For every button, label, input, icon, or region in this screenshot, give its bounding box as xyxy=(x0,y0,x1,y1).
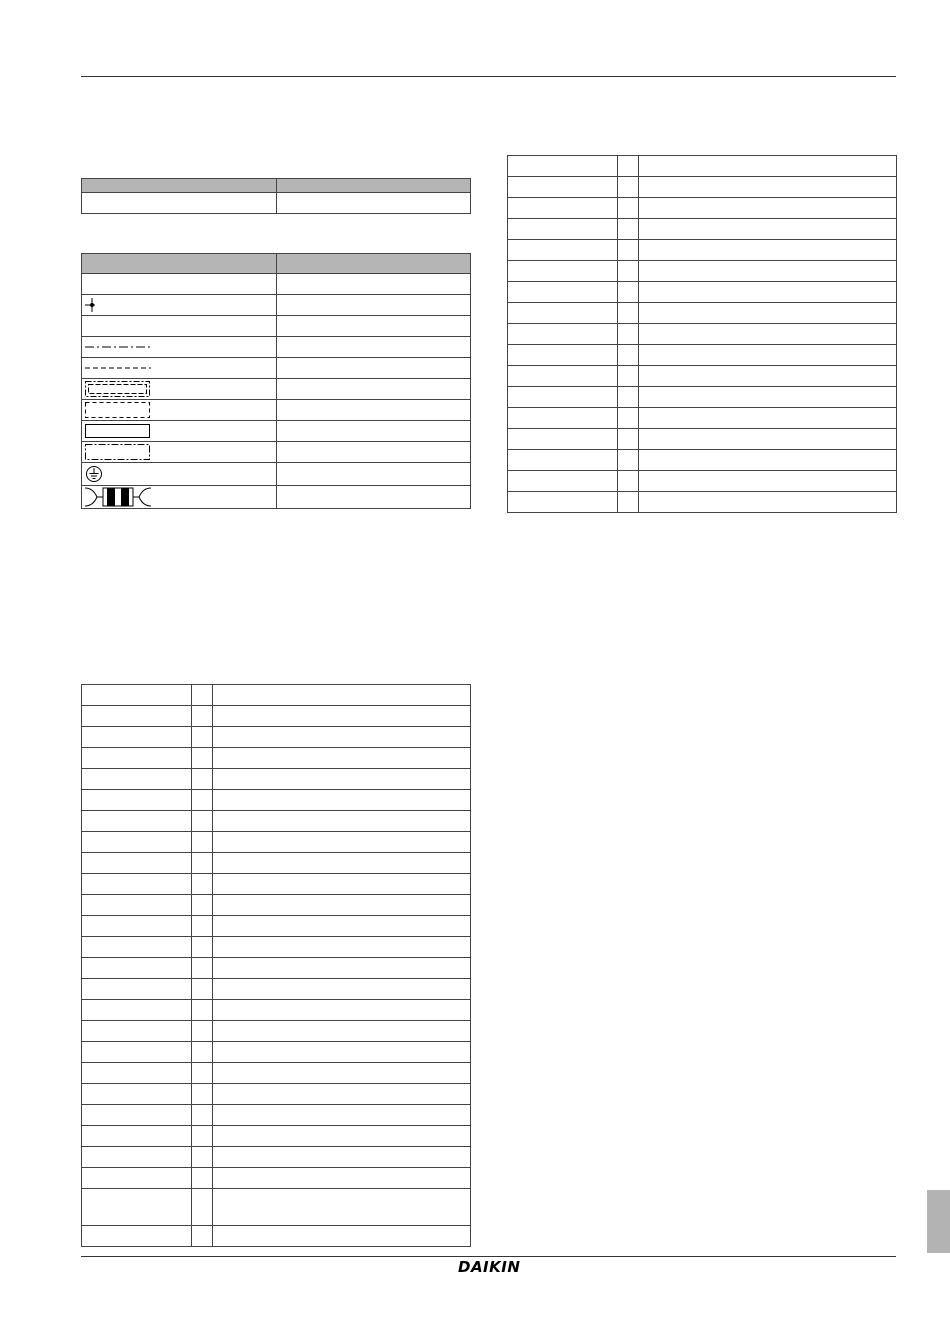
table-row xyxy=(508,492,897,513)
code-cell xyxy=(508,156,618,177)
table-a xyxy=(81,178,471,214)
description-cell xyxy=(213,958,471,979)
description-cell xyxy=(213,1000,471,1021)
code-cell xyxy=(82,1147,192,1168)
table-row xyxy=(82,379,471,400)
dashed-line-symbol xyxy=(82,358,277,379)
table-row xyxy=(508,219,897,240)
description-cell xyxy=(213,1021,471,1042)
header-rule xyxy=(81,76,896,77)
description-cell xyxy=(213,1168,471,1189)
code-cell xyxy=(82,811,192,832)
table-header-row xyxy=(82,254,471,274)
code-cell xyxy=(508,282,618,303)
marker-cell xyxy=(618,450,639,471)
table-row xyxy=(82,274,471,295)
code-cell xyxy=(82,769,192,790)
marker-cell xyxy=(618,345,639,366)
description-cell xyxy=(213,1063,471,1084)
code-cell xyxy=(82,916,192,937)
description-cell xyxy=(639,282,897,303)
code-cell xyxy=(82,958,192,979)
code-cell xyxy=(82,727,192,748)
table-row xyxy=(82,421,471,442)
code-cell xyxy=(508,177,618,198)
table-row xyxy=(82,1084,471,1105)
code-cell xyxy=(82,1021,192,1042)
table-row xyxy=(82,1105,471,1126)
code-cell xyxy=(82,1126,192,1147)
table-row xyxy=(82,1168,471,1189)
marker-cell xyxy=(192,1105,213,1126)
table-row xyxy=(82,811,471,832)
table-row xyxy=(82,442,471,463)
table-cell xyxy=(82,193,277,214)
marker-cell xyxy=(618,240,639,261)
code-cell xyxy=(508,303,618,324)
description-cell xyxy=(213,769,471,790)
table-cell xyxy=(277,274,471,295)
table-row xyxy=(82,193,471,214)
table-row xyxy=(82,1189,471,1226)
table-row xyxy=(82,463,471,486)
page-tab-marker xyxy=(927,1190,950,1253)
table-row xyxy=(508,408,897,429)
symbol-cell xyxy=(82,274,277,295)
table-row xyxy=(82,832,471,853)
description-cell xyxy=(213,727,471,748)
description-cell xyxy=(213,895,471,916)
marker-cell xyxy=(192,895,213,916)
code-cell xyxy=(82,790,192,811)
protective-earth-icon xyxy=(82,463,277,486)
table-row xyxy=(82,1226,471,1247)
table-cell xyxy=(277,486,471,509)
table-row xyxy=(82,748,471,769)
symbol-cell xyxy=(82,316,277,337)
dash-dot-line-symbol xyxy=(82,337,277,358)
marker-cell xyxy=(192,874,213,895)
marker-cell xyxy=(192,790,213,811)
marker-cell xyxy=(192,958,213,979)
code-cell xyxy=(508,492,618,513)
table-header-cell xyxy=(82,179,277,193)
description-cell xyxy=(213,1042,471,1063)
marker-cell xyxy=(192,1168,213,1189)
marker-cell xyxy=(618,324,639,345)
table-row xyxy=(82,685,471,706)
table-header-cell xyxy=(82,254,277,274)
table-row xyxy=(508,324,897,345)
ferrite-core-symbol xyxy=(82,486,277,509)
marker-cell xyxy=(618,408,639,429)
table-cell xyxy=(277,379,471,400)
marker-cell xyxy=(192,1084,213,1105)
description-cell xyxy=(639,366,897,387)
table-header-cell xyxy=(277,179,471,193)
table-row xyxy=(82,1000,471,1021)
description-cell xyxy=(213,1126,471,1147)
table-row xyxy=(82,727,471,748)
description-cell xyxy=(639,240,897,261)
description-cell xyxy=(639,177,897,198)
table-cell xyxy=(277,463,471,486)
dashed-box-symbol xyxy=(82,400,277,421)
marker-cell xyxy=(618,282,639,303)
code-cell xyxy=(82,832,192,853)
table-row xyxy=(82,853,471,874)
table-row xyxy=(508,282,897,303)
code-cell xyxy=(82,1042,192,1063)
daikin-logo: DAIKIN xyxy=(458,1258,521,1276)
marker-cell xyxy=(192,1147,213,1168)
description-cell xyxy=(639,303,897,324)
table-cell xyxy=(277,295,471,316)
description-cell xyxy=(639,198,897,219)
description-cell xyxy=(213,874,471,895)
marker-cell xyxy=(192,685,213,706)
code-cell xyxy=(508,471,618,492)
table-cell xyxy=(277,400,471,421)
code-cell xyxy=(82,1226,192,1247)
table-row xyxy=(82,979,471,1000)
table-row xyxy=(508,345,897,366)
table-row xyxy=(82,1042,471,1063)
description-cell xyxy=(213,1189,471,1226)
description-cell xyxy=(213,937,471,958)
table-cell xyxy=(277,358,471,379)
marker-cell xyxy=(618,177,639,198)
marker-cell xyxy=(192,979,213,1000)
code-cell xyxy=(82,874,192,895)
table-row xyxy=(508,450,897,471)
description-cell xyxy=(213,685,471,706)
table-b-symbols xyxy=(81,253,471,509)
code-cell xyxy=(82,1084,192,1105)
code-cell xyxy=(508,219,618,240)
code-cell xyxy=(82,937,192,958)
code-cell xyxy=(508,366,618,387)
code-cell xyxy=(508,198,618,219)
code-cell xyxy=(508,429,618,450)
table-row xyxy=(508,156,897,177)
marker-cell xyxy=(618,387,639,408)
table-row xyxy=(82,337,471,358)
code-cell xyxy=(82,685,192,706)
table-row xyxy=(82,1147,471,1168)
marker-cell xyxy=(192,853,213,874)
description-cell xyxy=(639,387,897,408)
table-row xyxy=(82,358,471,379)
description-cell xyxy=(639,219,897,240)
description-cell xyxy=(213,832,471,853)
table-c xyxy=(81,684,471,1247)
marker-cell xyxy=(192,1000,213,1021)
marker-cell xyxy=(618,303,639,324)
marker-cell xyxy=(192,1189,213,1226)
description-cell xyxy=(639,324,897,345)
marker-cell xyxy=(192,1126,213,1147)
marker-cell xyxy=(192,727,213,748)
table-row xyxy=(508,198,897,219)
code-cell xyxy=(508,240,618,261)
table-row xyxy=(82,895,471,916)
table-cell xyxy=(277,442,471,463)
code-cell xyxy=(508,324,618,345)
table-row xyxy=(82,937,471,958)
table-row xyxy=(508,471,897,492)
description-cell xyxy=(213,1147,471,1168)
marker-cell xyxy=(618,219,639,240)
code-cell xyxy=(82,1189,192,1226)
code-cell xyxy=(82,1168,192,1189)
description-cell xyxy=(213,706,471,727)
table-row xyxy=(82,1126,471,1147)
marker-cell xyxy=(192,706,213,727)
table-row xyxy=(82,790,471,811)
code-cell xyxy=(82,748,192,769)
dash-dot-box-symbol xyxy=(82,442,277,463)
marker-cell xyxy=(192,748,213,769)
description-cell xyxy=(213,916,471,937)
description-cell xyxy=(213,1084,471,1105)
description-cell xyxy=(639,156,897,177)
code-cell xyxy=(508,387,618,408)
marker-cell xyxy=(618,198,639,219)
marker-cell xyxy=(618,261,639,282)
table-row xyxy=(82,958,471,979)
description-cell xyxy=(639,492,897,513)
marker-cell xyxy=(192,811,213,832)
code-cell xyxy=(508,450,618,471)
table-row xyxy=(82,316,471,337)
solid-box-symbol xyxy=(82,421,277,442)
table-row xyxy=(82,1021,471,1042)
table-row xyxy=(82,486,471,509)
table-row xyxy=(82,1063,471,1084)
marker-cell xyxy=(192,832,213,853)
marker-cell xyxy=(192,916,213,937)
description-cell xyxy=(213,979,471,1000)
description-cell xyxy=(213,748,471,769)
table-row xyxy=(508,261,897,282)
table-header-cell xyxy=(277,254,471,274)
code-cell xyxy=(82,979,192,1000)
table-header-row xyxy=(82,179,471,193)
description-cell xyxy=(639,471,897,492)
code-cell xyxy=(82,853,192,874)
table-cell xyxy=(277,337,471,358)
table-row xyxy=(508,429,897,450)
marker-cell xyxy=(192,1063,213,1084)
description-cell xyxy=(213,1105,471,1126)
marker-cell xyxy=(618,429,639,450)
marker-cell xyxy=(192,1042,213,1063)
table-row xyxy=(508,177,897,198)
marker-cell xyxy=(618,366,639,387)
description-cell xyxy=(639,345,897,366)
description-cell xyxy=(639,261,897,282)
table-row xyxy=(508,366,897,387)
marker-cell xyxy=(192,1021,213,1042)
description-cell xyxy=(213,790,471,811)
description-cell xyxy=(639,450,897,471)
code-cell xyxy=(508,408,618,429)
table-row xyxy=(82,400,471,421)
description-cell xyxy=(213,853,471,874)
table-row xyxy=(82,769,471,790)
table-row xyxy=(508,303,897,324)
marker-cell xyxy=(618,156,639,177)
marker-cell xyxy=(192,1226,213,1247)
table-row xyxy=(508,240,897,261)
description-cell xyxy=(639,408,897,429)
marker-cell xyxy=(618,492,639,513)
double-dash-dot-box-symbol xyxy=(82,379,277,400)
table-cell xyxy=(277,316,471,337)
code-cell xyxy=(508,261,618,282)
code-cell xyxy=(508,345,618,366)
table-d xyxy=(507,155,897,513)
code-cell xyxy=(82,895,192,916)
table-row xyxy=(82,706,471,727)
code-cell xyxy=(82,706,192,727)
footer-rule xyxy=(81,1256,896,1257)
description-cell xyxy=(213,1226,471,1247)
table-row xyxy=(82,874,471,895)
terminal-connector-symbol xyxy=(82,295,277,316)
marker-cell xyxy=(618,471,639,492)
code-cell xyxy=(82,1105,192,1126)
code-cell xyxy=(82,1063,192,1084)
table-row xyxy=(82,295,471,316)
marker-cell xyxy=(192,937,213,958)
code-cell xyxy=(82,1000,192,1021)
table-row xyxy=(82,916,471,937)
table-cell xyxy=(277,421,471,442)
marker-cell xyxy=(192,769,213,790)
description-cell xyxy=(639,429,897,450)
table-row xyxy=(508,387,897,408)
description-cell xyxy=(213,811,471,832)
table-cell xyxy=(277,193,471,214)
